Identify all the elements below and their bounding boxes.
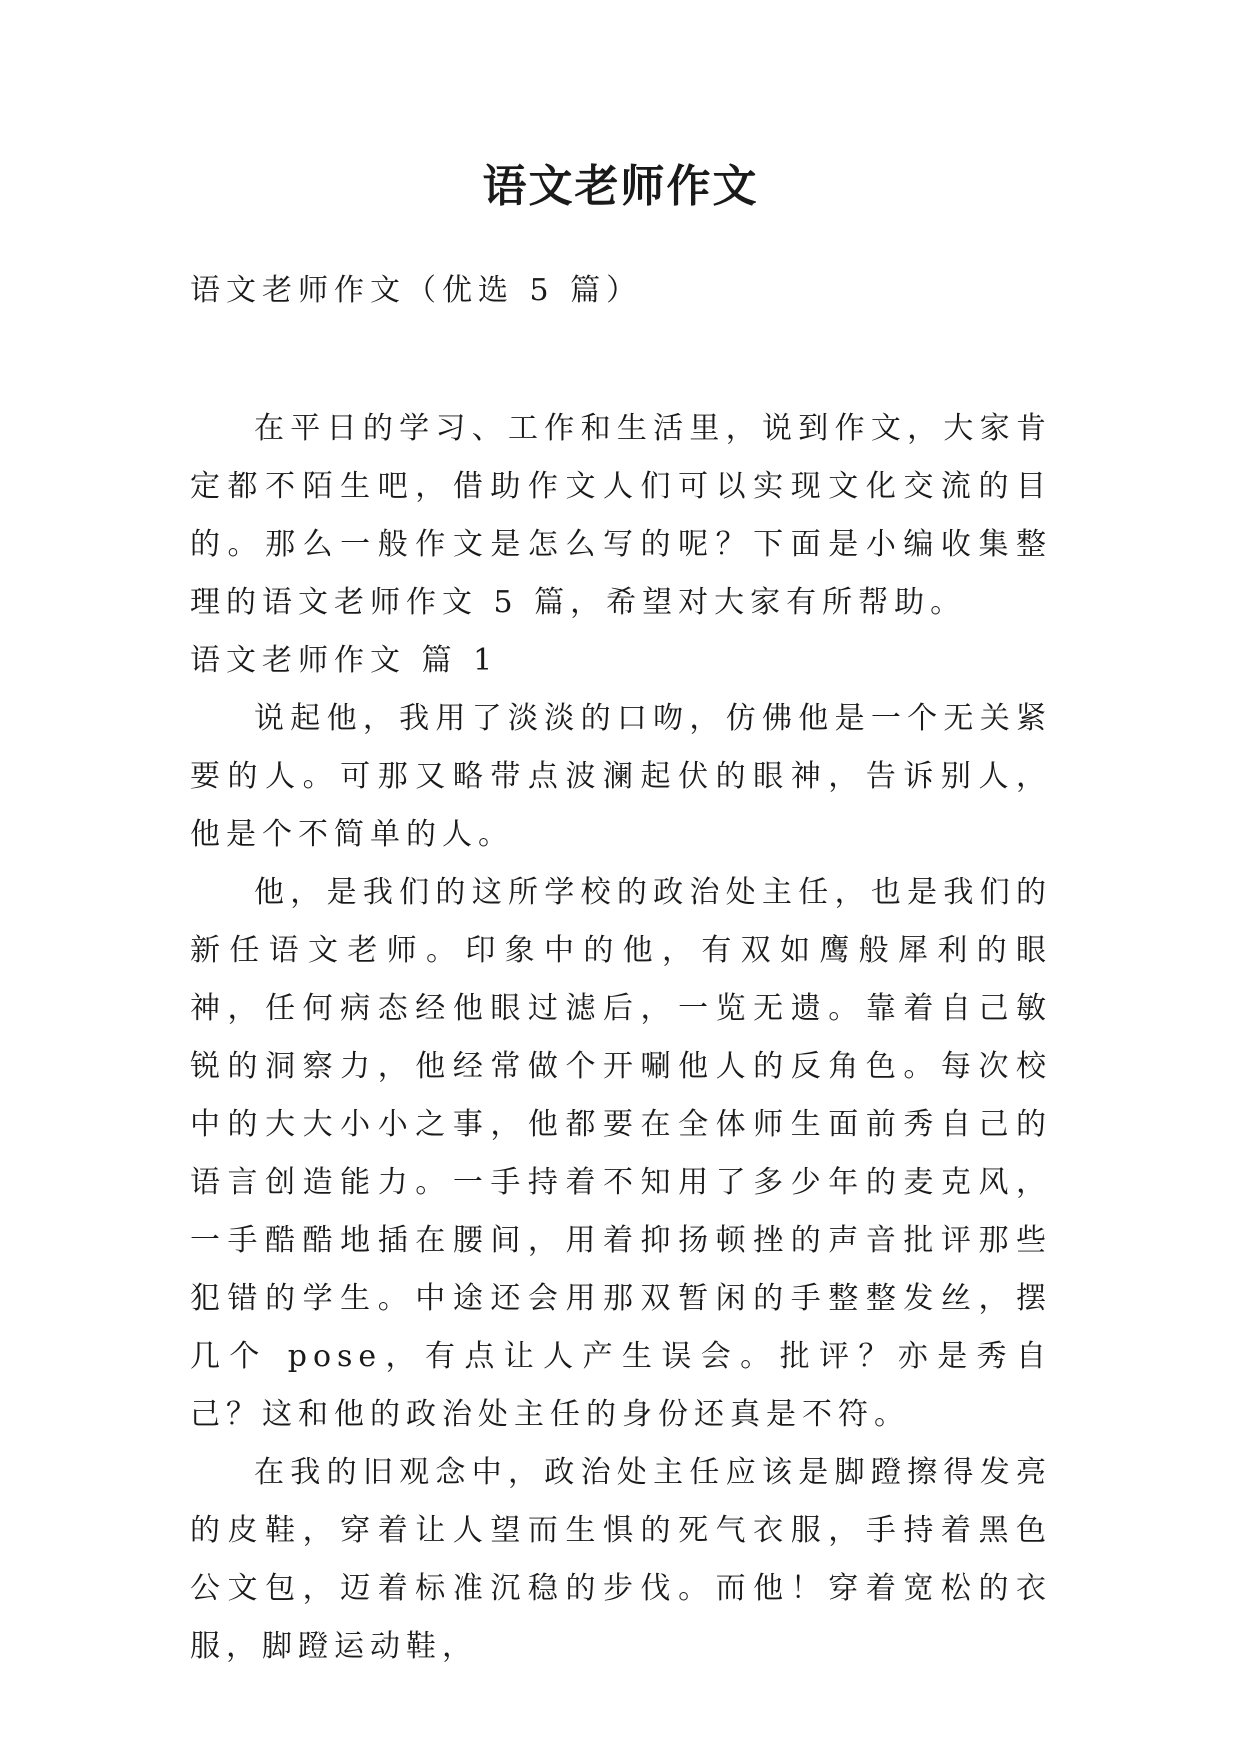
document-subtitle: 语文老师作文（优选 5 篇）: [190, 273, 643, 308]
document-title: 语文老师作文: [482, 161, 759, 212]
body-paragraph: 说起他，我用了淡淡的口吻，仿佛他是一个无关紧要的人。可那又略带点波澜起伏的眼神，告诉别人，他是个不简单的人。: [190, 701, 1052, 852]
section-heading: 语文老师作文 篇 1: [190, 643, 499, 678]
document-body: [190, 400, 1052, 1676]
body-paragraph: 在我的旧观念中，政治处主任应该是脚蹬擦得发亮的皮鞋，穿着让人望而生惧的死气衣服，手持着黑色公文包，迈着标准沉稳的步伐。而他！穿着宽松的衣服，脚蹬运动鞋，: [190, 1455, 1052, 1664]
intro-paragraph: 在平日的学习、工作和生活里，说到作文，大家肯定都不陌生吧，借助作文人们可以实现文化交流的目的。那么一般作文是怎么写的呢？下面是小编收集整理的语文老师作文 5 篇，希望对大家有所帮助。: [190, 411, 1052, 620]
body-paragraph: 他，是我们的这所学校的政治处主任，也是我们的新任语文老师。印象中的他，有双如鹰般犀利的眼神，任何病态经他眼过滤后，一览无遗。靠着自己敏锐的洞察力，他经常做个开唰他人的反角色。每次校中的大大小小之事，他都要在全体师生面前秀自己的语言创造能力。一手持着不知用了多少年的麦克风，一手酷酷地插在腰间，用着抑扬顿挫的声音批评那些犯错的学生。中途还会用那双暂闲的手整整发丝，摆几个 pose，有点让人产生误会。批评？亦是秀自己？这和他的政治处主任的身份还真是不符。: [190, 875, 1052, 1432]
